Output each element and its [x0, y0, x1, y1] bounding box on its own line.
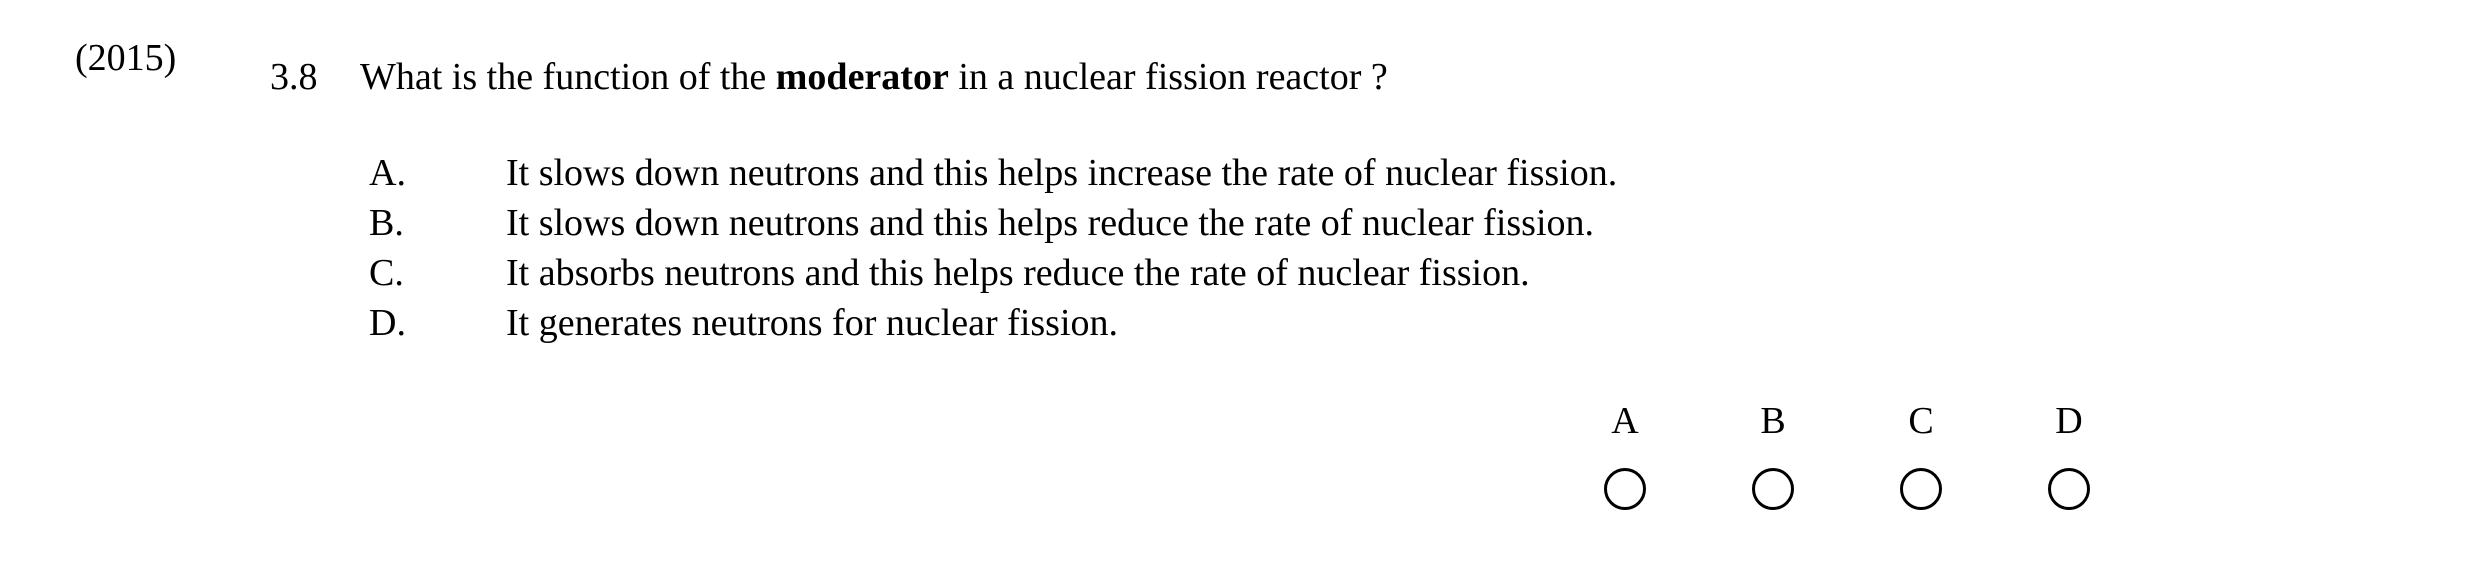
answer-bubble-a[interactable]	[1604, 468, 1646, 510]
question-text-bold: moderator	[775, 56, 949, 98]
answer-bubble-b[interactable]	[1752, 468, 1794, 510]
answer-label-b: B	[1760, 400, 1786, 442]
answer-label-a: A	[1611, 400, 1639, 442]
answer-choice-d	[2029, 398, 2109, 528]
option-a-text: It slows down neutrons and this helps increase the rate of nuclear fission.	[506, 152, 1618, 194]
answer-choice-b	[1733, 398, 1813, 528]
option-d-text: It generates neutrons for nuclear fission.	[506, 302, 1119, 344]
answer-label-d: D	[2055, 400, 2083, 442]
option-d-letter: D.	[369, 302, 406, 344]
answer-label-c: C	[1908, 400, 1934, 442]
answer-bubble-d[interactable]	[2048, 468, 2090, 510]
question-number: 3.8	[270, 56, 318, 98]
option-a-letter: A.	[369, 152, 406, 194]
option-c-letter: C.	[369, 252, 404, 294]
question-text	[360, 54, 1388, 100]
option-b-text: It slows down neutrons and this helps reduce the rate of nuclear fission.	[506, 202, 1595, 244]
answer-choice-a	[1585, 398, 1665, 528]
question-text-after: in a nuclear fission reactor ?	[948, 56, 1388, 98]
option-c-text: It absorbs neutrons and this helps reduce the rate of nuclear fission.	[506, 252, 1530, 294]
answer-choice-c	[1881, 398, 1961, 528]
option-b-letter: B.	[369, 202, 404, 244]
question-text-before: What is the function of the	[360, 56, 776, 98]
answer-bubble-c[interactable]	[1900, 468, 1942, 510]
exam-year: (2015)	[75, 37, 177, 79]
